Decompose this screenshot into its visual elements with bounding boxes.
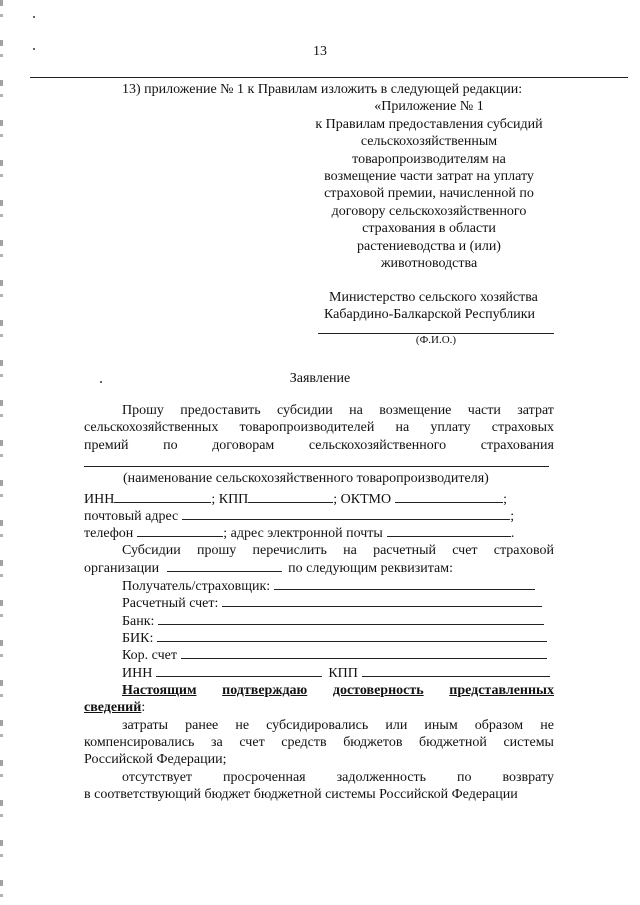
costs-line — [122, 717, 554, 734]
kpp-label: ; КПП — [211, 492, 249, 507]
kpp-field[interactable] — [248, 490, 333, 503]
email-label: ; адрес электронной почты — [223, 526, 383, 541]
inn-kpp-row — [122, 664, 550, 682]
word: представленных — [449, 683, 554, 698]
addressee-line: Кабардино-Балкарской Республики — [324, 307, 535, 322]
word: договорам — [212, 438, 275, 453]
inn-field[interactable] — [156, 664, 322, 677]
word: предоставить — [180, 403, 261, 418]
kpp-label: КПП — [328, 666, 358, 681]
appendix-line: сельскохозяйственным — [360, 134, 498, 149]
bik-field[interactable] — [157, 629, 547, 642]
request-line — [84, 419, 554, 436]
transfer-tail: по следующим реквизитам: — [288, 561, 453, 576]
recipient-field[interactable] — [274, 577, 535, 590]
word: ранее — [185, 718, 219, 733]
appendix-line: к Правилам предоставления субсидий — [315, 117, 543, 132]
word: достоверность — [332, 683, 424, 698]
transfer-line — [122, 542, 554, 559]
email-field[interactable] — [387, 524, 511, 537]
postal-address-field[interactable] — [182, 507, 510, 520]
word: прошу — [197, 543, 237, 558]
word: за — [211, 735, 223, 750]
bik-row — [122, 629, 547, 647]
word: не — [540, 718, 554, 733]
confirm-line — [84, 699, 145, 716]
header-rule — [30, 77, 628, 78]
word: затраты — [122, 718, 169, 733]
bank-row — [122, 612, 544, 630]
scan-edge-artifact — [0, 0, 3, 905]
scan-speck — [33, 48, 35, 50]
punct: : — [141, 700, 146, 715]
word: расчетный — [373, 543, 436, 558]
punct: . — [510, 526, 515, 541]
word: затрат — [517, 403, 554, 418]
inn-field[interactable] — [114, 490, 211, 503]
appendix-line: животноводства — [380, 256, 478, 271]
word: возврату — [502, 770, 554, 785]
appendix-line: договору сельскохозяйственного — [331, 204, 527, 219]
inn-label: ИНН — [84, 492, 115, 507]
word: счет — [239, 735, 265, 750]
insurer-field[interactable] — [167, 559, 282, 572]
word: просроченная — [223, 770, 306, 785]
account-label: Расчетный счет: — [122, 596, 219, 611]
word: по — [163, 438, 178, 453]
costs-line — [84, 734, 554, 751]
word: части — [467, 403, 501, 418]
postal-address-label: почтовый адрес — [84, 509, 179, 524]
word: иным — [424, 718, 458, 733]
appendix-line: растениеводства и (или) — [357, 239, 501, 254]
word: уплату — [430, 420, 471, 435]
debt-line: в соответствующий бюджет бюджетной системы Российской Федерации — [84, 787, 518, 802]
word: сельскохозяйственных — [84, 420, 219, 435]
oktmo-label: ; ОКТМО — [333, 492, 392, 507]
word: системы — [503, 735, 554, 750]
addressee-line: Министерство сельского хозяйства — [329, 290, 538, 305]
corr-account-row — [122, 646, 547, 664]
word: перечислить — [252, 543, 327, 558]
account-row — [122, 594, 542, 612]
appendix-line: «Приложение № 1 — [374, 99, 484, 114]
inn-kpp-oktmo-row — [84, 490, 507, 508]
producer-caption: (наименование сельскохозяйственного товаропроизводителя) — [123, 471, 489, 486]
word: товаропроизводителей — [239, 420, 375, 435]
word: задолженность — [336, 770, 427, 785]
document-title: Заявление — [289, 371, 351, 386]
punct: ; — [503, 492, 507, 507]
bik-label: БИК: — [122, 631, 154, 646]
request-line — [122, 402, 554, 419]
word: сведений — [84, 700, 142, 715]
appendix-line: возмещение части затрат на уплату — [324, 169, 534, 184]
bank-field[interactable] — [158, 612, 544, 625]
request-line — [84, 437, 554, 454]
producer-name-line[interactable] — [84, 466, 549, 467]
word: бюджетной — [419, 735, 487, 750]
costs-line: Российской Федерации; — [84, 752, 227, 767]
word: отсутствует — [122, 770, 193, 785]
word: Прошу — [122, 403, 164, 418]
word: подтверждаю — [222, 683, 308, 698]
punct: ; — [510, 509, 515, 524]
word: бюджетов — [343, 735, 403, 750]
debt-line — [122, 769, 554, 786]
corr-account-label: Кор. счет — [122, 648, 177, 663]
phone-field[interactable] — [137, 524, 223, 537]
page-number: 13 — [313, 44, 327, 59]
word: страхования — [480, 438, 554, 453]
word: премий — [84, 438, 129, 453]
org-label: организации — [84, 561, 160, 576]
word: на — [395, 420, 410, 435]
word: субсидии — [277, 403, 333, 418]
scan-speck — [33, 16, 35, 18]
appendix-line: товаропроизводителям на — [352, 152, 506, 167]
word: субсидировались — [266, 718, 369, 733]
word: по — [457, 770, 472, 785]
item-intro: 13) приложение № 1 к Правилам изложить в следующей редакции: — [122, 82, 523, 97]
word: сельскохозяйственного — [308, 438, 447, 453]
phone-label: телефон — [84, 526, 134, 541]
word: образом — [474, 718, 524, 733]
word: возмещение — [379, 403, 452, 418]
oktmo-field[interactable] — [395, 490, 503, 503]
word: или — [385, 718, 408, 733]
transfer-line — [84, 559, 453, 577]
confirm-line — [122, 682, 554, 699]
kpp-field[interactable] — [362, 664, 550, 677]
word: на — [349, 403, 363, 418]
word: страховой — [493, 543, 554, 558]
word: счет — [452, 543, 478, 558]
fio-caption: (Ф.И.О.) — [415, 334, 457, 346]
word: Настоящим — [122, 683, 197, 698]
word: средств — [281, 735, 327, 750]
word: на — [343, 543, 357, 558]
recipient-row — [122, 577, 535, 595]
bank-label: Банк: — [122, 614, 155, 629]
corr-account-field[interactable] — [181, 646, 547, 659]
recipient-label: Получатель/страховщик: — [122, 579, 271, 594]
word: не — [235, 718, 250, 733]
word: компенсировались — [84, 735, 195, 750]
word: Субсидии — [122, 543, 181, 558]
inn-label: ИНН — [122, 666, 153, 681]
appendix-line: страхования в области — [362, 221, 496, 236]
contacts-row — [84, 524, 514, 542]
scan-speck — [100, 381, 102, 383]
postal-address-row — [84, 507, 514, 525]
account-field[interactable] — [222, 594, 542, 607]
appendix-line: страховой премии, начисленной по — [324, 186, 534, 201]
word: страховых — [491, 420, 554, 435]
